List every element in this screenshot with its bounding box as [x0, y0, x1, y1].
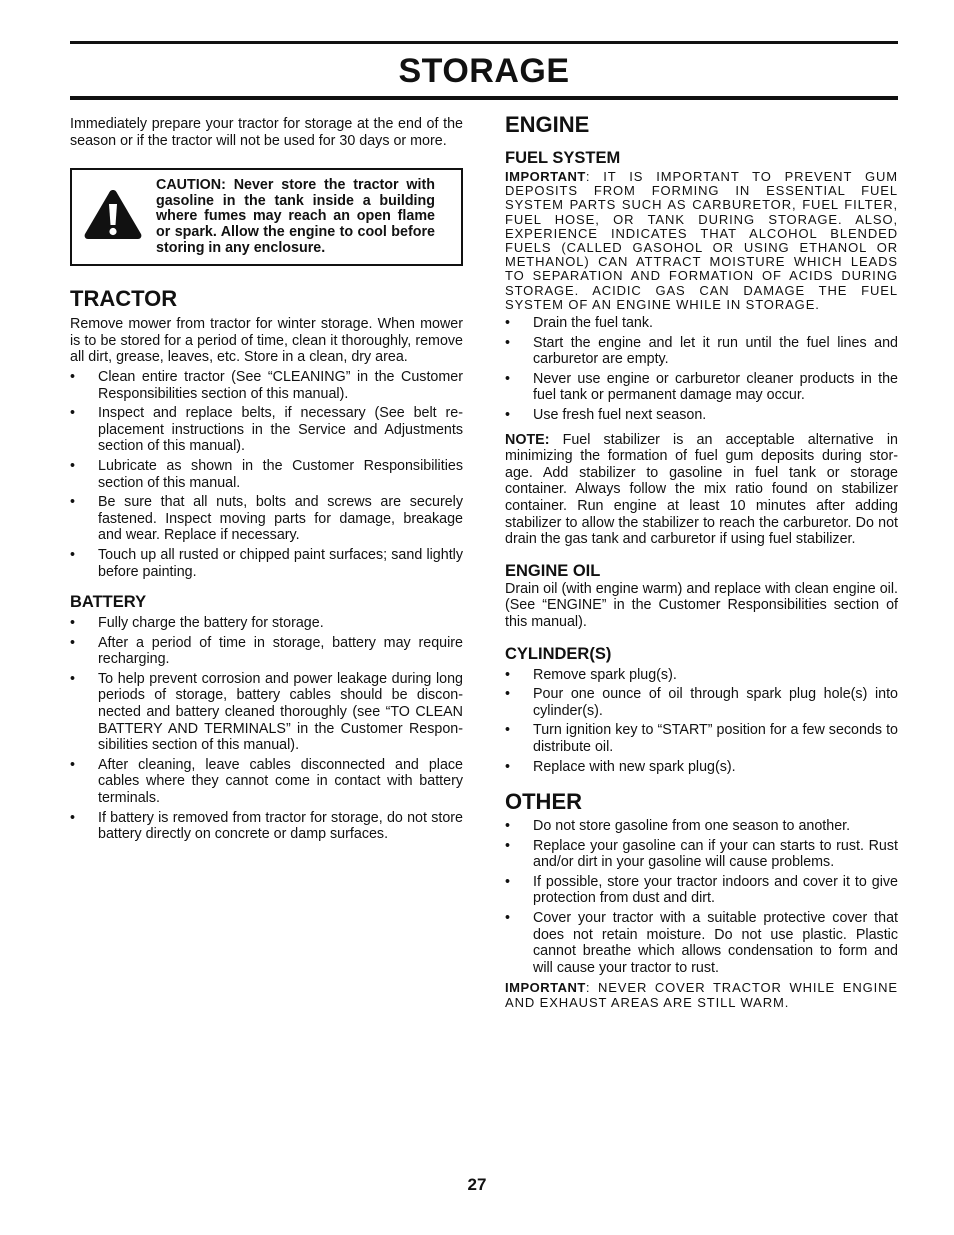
tractor-paragraph: Remove mower from tractor for winter storage. When mower is to be stored for a period of time, clean it thoroughly, remove all dirt, grease, leaves, etc. Store in a clean, dry area. — [70, 316, 463, 366]
list-item: • After a period of time in storage, battery may require recharging. — [70, 635, 463, 668]
note-paragraph — [505, 432, 898, 548]
list-item: • Start the engine and let it run until the fuel lines and carburetor are empty. — [505, 335, 898, 368]
important-label: IMPORTANT — [505, 980, 586, 996]
note-label: NOTE: — [505, 431, 550, 448]
tractor-heading: TRACTOR — [70, 286, 178, 312]
fuel-important-notice — [505, 170, 898, 312]
engine-heading: ENGINE — [505, 112, 590, 137]
list-item: • Never use engine or carburetor cleaner products in the fuel tank or permanent damage may occur. — [505, 371, 898, 404]
cylinders-heading: CYLINDER(S) — [505, 644, 612, 663]
page-title: STORAGE — [398, 51, 570, 90]
battery-heading: BATTERY — [70, 593, 147, 612]
left-column — [70, 114, 463, 843]
warning-triangle-icon — [82, 187, 144, 241]
list-item: • Pour one ounce of oil through spark plug hole(s) into cylinder(s). — [505, 686, 898, 719]
other-heading: OTHER — [505, 789, 582, 815]
list-item: • If battery is removed from tractor for storage, do not store battery directly on concrete or damp surfaces. — [70, 810, 463, 843]
list-item: • Remove spark plug(s). — [505, 667, 898, 684]
caution-text: CAUTION: Never store the tractor with gasoline in the tank inside a building where fumes may reach an open flame or spark. Allow the engine to cool before storing in any enclosure. — [156, 176, 435, 256]
list-item: • Replace your gasoline can if your can starts to rust. Rust and/or dirt in your gasoline will cause problems. — [505, 838, 898, 871]
list-item: • If possible, store your tractor indoors and cover it to give protection from dust and dirt. — [505, 874, 898, 907]
right-column — [505, 114, 898, 1010]
list-item: • Lubricate as shown in the Customer Responsibilities section of this manual. — [70, 458, 463, 491]
important-label: IMPORTANT — [505, 169, 586, 184]
important-text: : IT IS IMPORTANT TO PREVENT GUM DEPOSITS FROM FORMING IN ESSENTIAL FUEL SYSTEM PARTS SUCH AS CARBURETOR, FUEL FILTER, FUEL HOSE, OR TANK DURING STORAGE. ALSO, EXPERIENCE INDICATES THAT ALCOHOL BLENDED FUELS (CALLED GASOHOL OR USING ETHANOL OR METHANOL) CAN ATTRACT MOISTURE WHICH LEADS TO SEPARATION AND FORMATION OF ACIDS DURING STORAGE. ACIDIC GAS CAN DAMAGE THE FUEL SYSTEM OF AN ENGINE WHILE IN STORAGE. — [505, 169, 898, 312]
list-item: • Do not store gasoline from one season to another. — [505, 818, 898, 835]
list-item: • Turn ignition key to “START” position for a few seconds to distribute oil. — [505, 722, 898, 755]
list-item: • To help prevent corrosion and power leakage during long periods of storage, battery cables should be discon- nected and battery cleaned thoroughly (see “TO CLEAN BATTERY AND TERMINALS” in the Customer Respon- sibilities section of this manual). — [70, 671, 463, 754]
intro-paragraph: Immediately prepare your tractor for storage at the end of the season or if the tractor will not be used for 30 days or more. — [70, 116, 463, 149]
page-number: 27 — [467, 1175, 487, 1194]
other-list — [505, 818, 898, 976]
other-important-notice — [505, 981, 898, 1009]
list-item: • Touch up all rusted or chipped paint surfaces; sand lightly before painting. — [70, 547, 463, 580]
cylinders-list — [505, 667, 898, 776]
engine-oil-paragraph: Drain oil (with engine warm) and replace with clean engine oil. (See “ENGINE” in the Customer Responsibilities section of this manual). — [505, 580, 898, 630]
list-item: • Be sure that all nuts, bolts and screws are securely fastened. Inspect moving parts for damage, breakage and wear. Replace if necessary. — [70, 494, 463, 544]
important-text: : NEVER COVER TRACTOR WHILE ENGINE AND EXHAUST AREAS ARE STILL WARM. — [505, 980, 898, 1010]
engine-oil-heading: ENGINE OIL — [505, 561, 601, 580]
list-item: • Cover your tractor with a suitable protective cover that does not retain moisture. Do not use plastic. Plastic cannot breathe which allows condensation to form and will cause your tractor to rust. — [505, 910, 898, 976]
list-item: • Inspect and replace belts, if necessary (See belt re- placement instructions in the Service and Adjustments section of this manual). — [70, 405, 463, 455]
list-item: • Clean entire tractor (See “CLEANING” in the Customer Responsibilities section of this manual). — [70, 369, 463, 402]
list-item: • Use fresh fuel next season. — [505, 407, 898, 424]
battery-list — [70, 615, 463, 843]
list-item: • Drain the fuel tank. — [505, 315, 898, 332]
page-title-bar — [70, 41, 898, 100]
list-item: • After cleaning, leave cables disconnected and place cables where they cannot come in contact with battery terminals. — [70, 757, 463, 807]
list-item: • Fully charge the battery for storage. — [70, 615, 463, 632]
fuel-system-heading: FUEL SYSTEM — [505, 149, 621, 167]
tractor-list — [70, 369, 463, 580]
caution-box — [70, 168, 463, 266]
fuel-list — [505, 315, 898, 424]
note-text: Fuel stabilizer is an acceptable alternative in minimizing the formation of fuel gum deposits during stor- age. Add stabilizer to gasoline in fuel tank or storage container. Always follow the mix ratio found on stabilizer container. Run engine at least 10 minutes after adding stabilizer to allow the stabilizer to reach the carburetor. Do not drain the gas tank and carburetor if using fuel stabilizer. — [505, 431, 898, 548]
list-item: • Replace with new spark plug(s). — [505, 759, 898, 776]
